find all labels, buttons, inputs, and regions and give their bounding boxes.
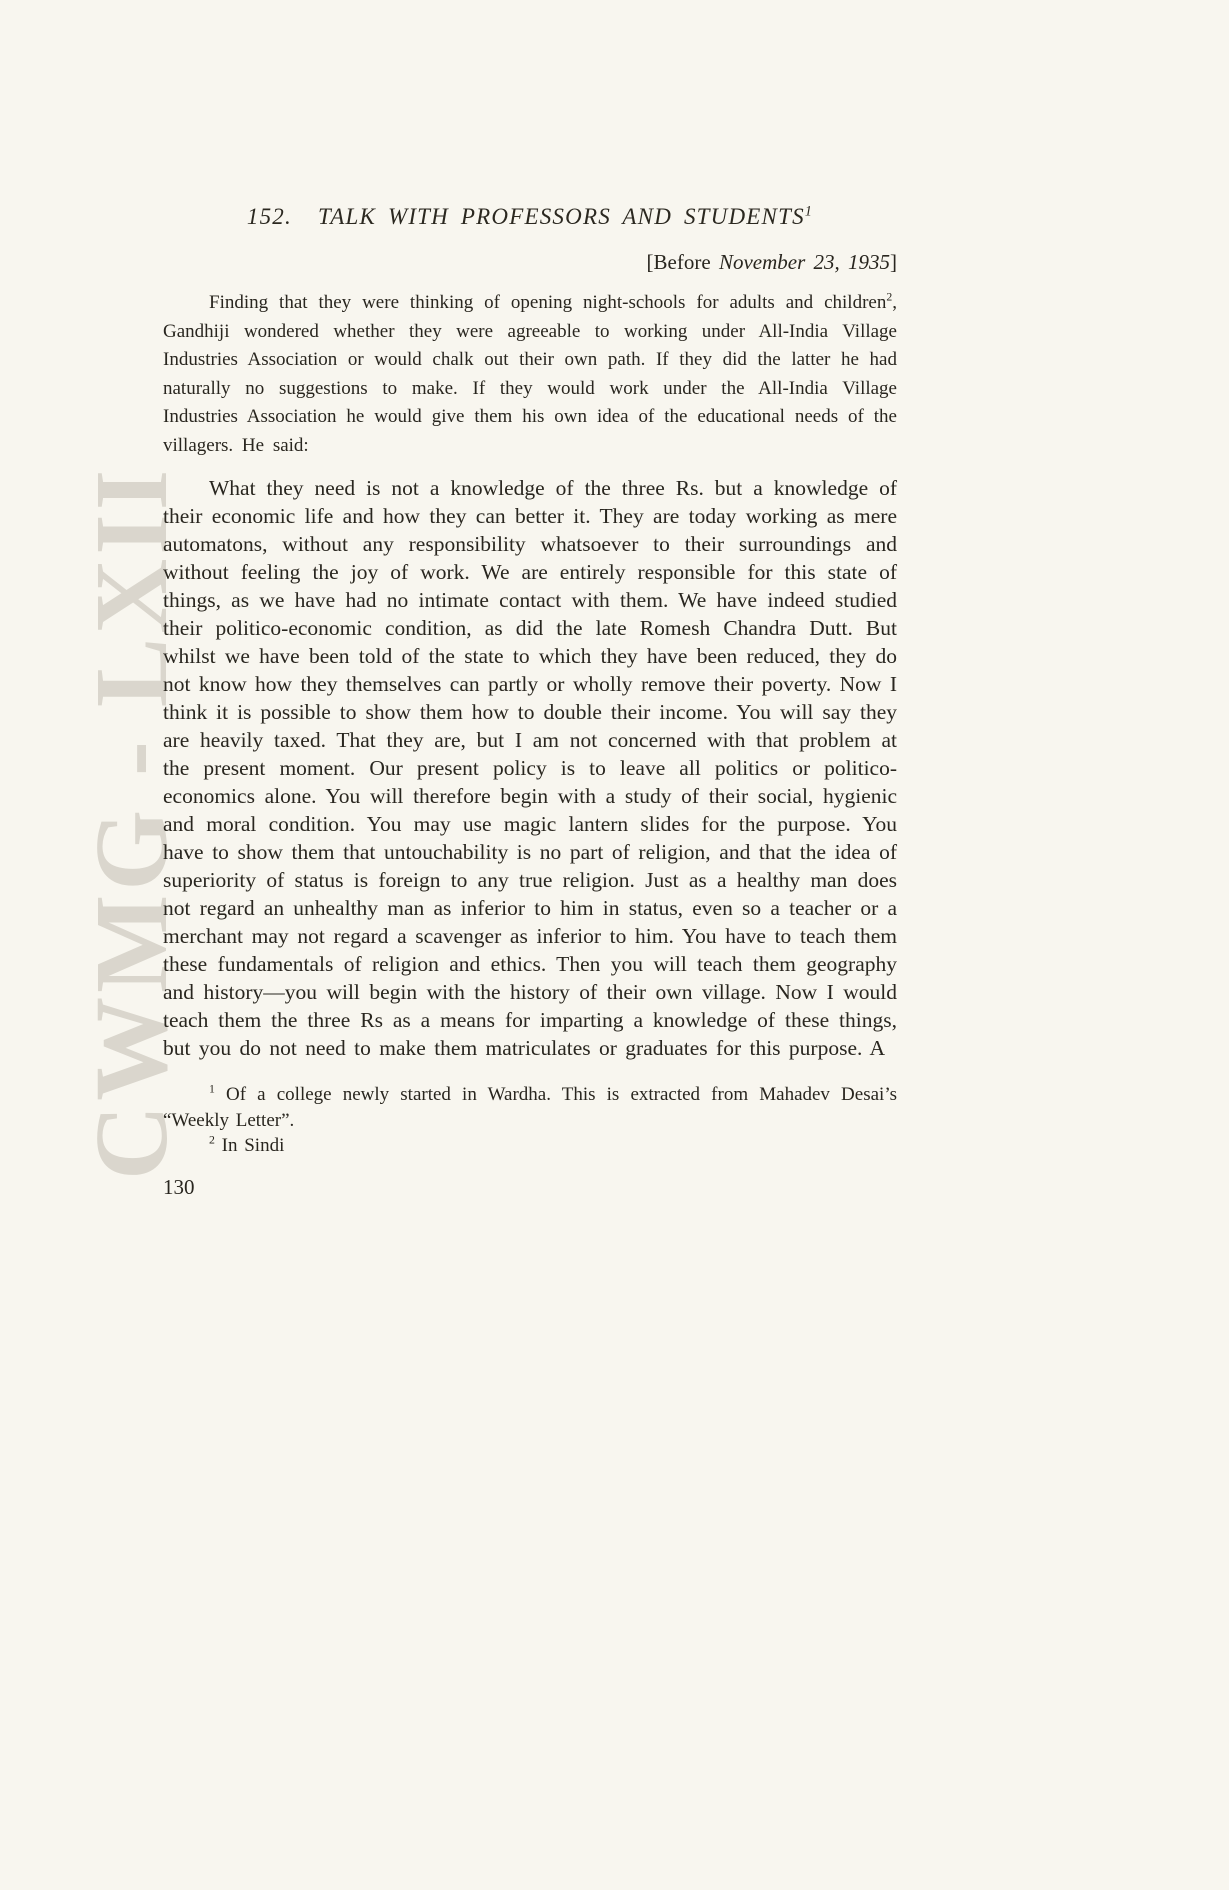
volume-watermark: CWMG - LXII [74,465,189,1180]
footnote-2-marker: 2 [209,1133,215,1147]
title-footnote-ref: 1 [804,203,814,220]
editorial-preamble [163,289,897,460]
dateline [163,250,897,275]
preamble-text-1: Finding that they were thinking of opening night-schools for adults and children [209,292,887,313]
page-content [163,204,897,1200]
preamble-footnote-ref: 2 [886,290,893,304]
page-number: 130 [163,1174,195,1199]
footnote-1 [163,1082,897,1133]
chapter-title: TALK WITH PROFESSORS AND STUDENTS [317,204,805,229]
chapter-number: 152. [246,204,292,229]
footnotes-section [163,1082,897,1159]
chapter-heading [163,204,897,230]
footnote-1-text: Of a college newly started in Wardha. This is extracted from Mahadev Desai’s “Weekly Letter”. [163,1084,897,1131]
preamble-text-2: , Gandhiji wondered whether they were agreeable to working under All-India Village Industries Association or would chalk out their own path. If they did the latter he had naturally no suggestions to make. If they would work under the All-India Village Industries Association he would give them his own idea of the educational needs of the villagers. He said: [163,292,897,456]
dateline-date: November 23, 1935 [718,250,890,274]
footnote-2-text: In Sindi [214,1135,285,1156]
footnote-2 [163,1133,897,1159]
speech-paragraph: What they need is not a knowledge of the three Rs. but a knowledge of their economic life and how they can better it. They are today working as mere automatons, without any responsibility whatsoever to their surroundings and without feeling the joy of work. We are entirely responsible for this state of things, as we have had no intimate contact with them. We have indeed studied their politico-economic condition, as did the late Romesh Chandra Dutt. But whilst we have been told of the state to which they have been reduced, they do not know how they themselves can partly or wholly remove their poverty. Now I think it is possible to show them how to double their income. You will say they are heavily taxed. That they are, but I am not concerned with that problem at the present moment. Our present policy is to leave all politics or politico-economics alone. You will therefore begin with a study of their social, hygienic and moral condition. You may use magic lantern slides for the purpose. You have to show them that untouchability is no part of religion, and that the idea of superiority of status is foreign to any true religion. Just as a healthy man does not regard an unhealthy man as inferior to him in status, even so a teacher or a merchant may not regard a scavenger as inferior to him. You have to teach them these fundamentals of religion and ethics. Then you will teach them geography and history—you will begin with the history of their own village. Now I would teach them the three Rs as a means for imparting a knowledge of these things, but you do not need to make them matriculates or graduates for this purpose. A [163,476,897,1060]
dateline-suffix: ] [890,250,897,274]
dateline-prefix: [Before [646,250,719,274]
footnote-1-marker: 1 [209,1082,215,1096]
